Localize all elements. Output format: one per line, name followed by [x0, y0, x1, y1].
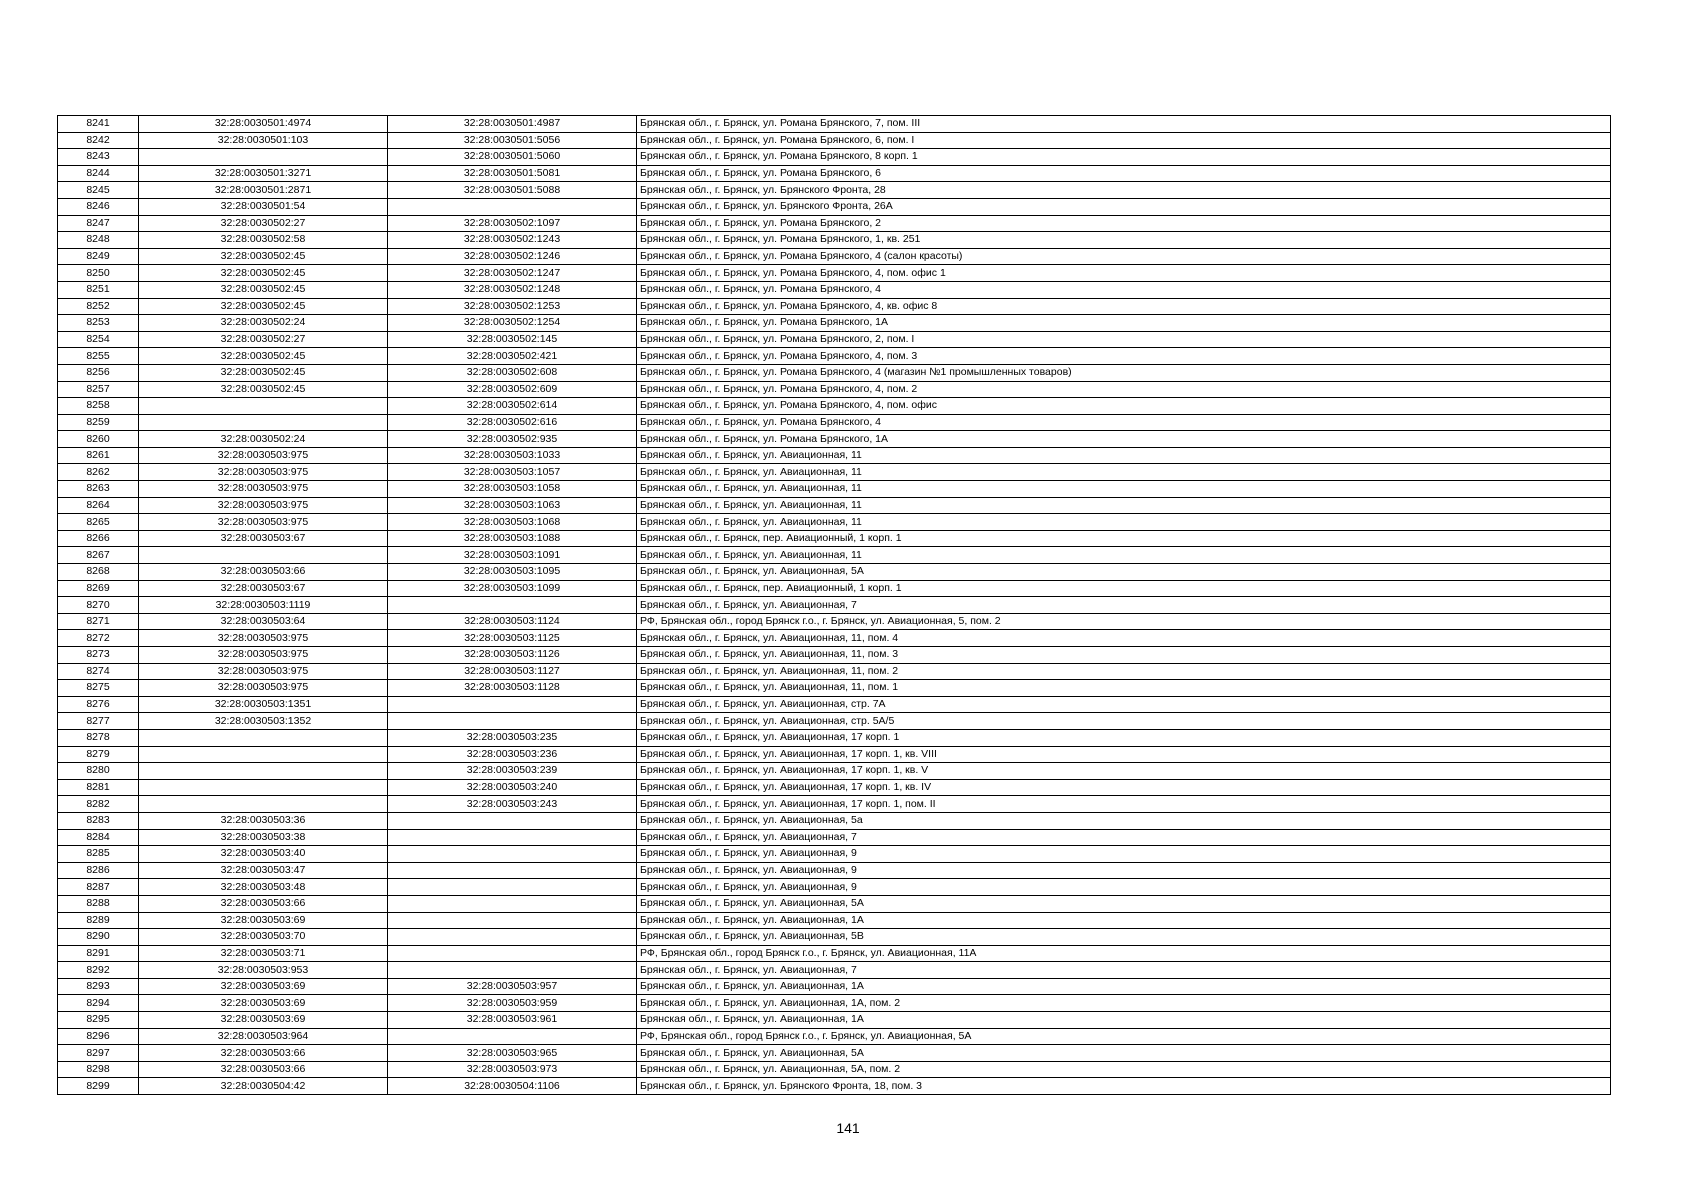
- address-cell: Брянская обл., г. Брянск, ул. Авиационная, 1А: [637, 1012, 1611, 1029]
- row-number-cell: 8285: [58, 846, 139, 863]
- cadastral-number-cell: 32:28:0030501:2871: [139, 182, 388, 199]
- object-cadastral-number-cell: 32:28:0030504:1106: [388, 1078, 637, 1095]
- table-row: [58, 729, 1611, 746]
- address-cell: Брянская обл., г. Брянск, ул. Авиационная, 11, пом. 3: [637, 647, 1611, 664]
- row-number-cell: 8281: [58, 779, 139, 796]
- cadastral-number-cell: 32:28:0030502:45: [139, 265, 388, 282]
- table-row: [58, 580, 1611, 597]
- cadastral-number-cell: 32:28:0030503:975: [139, 497, 388, 514]
- cadastral-number-cell: 32:28:0030503:69: [139, 995, 388, 1012]
- address-cell: Брянская обл., г. Брянск, ул. Брянского Фронта, 18, пом. 3: [637, 1078, 1611, 1095]
- cadastral-number-cell: 32:28:0030503:67: [139, 530, 388, 547]
- row-number-cell: 8266: [58, 530, 139, 547]
- address-cell: Брянская обл., г. Брянск, ул. Авиационная, 17 корп. 1, кв. IV: [637, 779, 1611, 796]
- row-number-cell: 8258: [58, 398, 139, 415]
- address-cell: Брянская обл., г. Брянск, ул. Авиационная, 11, пом. 4: [637, 630, 1611, 647]
- row-number-cell: 8292: [58, 962, 139, 979]
- row-number-cell: 8294: [58, 995, 139, 1012]
- object-cadastral-number-cell: [388, 198, 637, 215]
- cadastral-number-cell: 32:28:0030502:27: [139, 215, 388, 232]
- address-cell: Брянская обл., г. Брянск, ул. Авиационная, 5А: [637, 1045, 1611, 1062]
- object-cadastral-number-cell: [388, 829, 637, 846]
- object-cadastral-number-cell: 32:28:0030501:5056: [388, 132, 637, 149]
- row-number-cell: 8252: [58, 298, 139, 315]
- table-row: [58, 647, 1611, 664]
- table-row: [58, 895, 1611, 912]
- table-row: [58, 564, 1611, 581]
- address-cell: Брянская обл., г. Брянск, ул. Авиационная, 5В: [637, 929, 1611, 946]
- row-number-cell: 8272: [58, 630, 139, 647]
- address-cell: Брянская обл., г. Брянск, ул. Авиационная, 7: [637, 829, 1611, 846]
- cadastral-number-cell: 32:28:0030503:48: [139, 879, 388, 896]
- address-cell: Брянская обл., г. Брянск, ул. Авиационная, 5А: [637, 895, 1611, 912]
- object-cadastral-number-cell: 32:28:0030501:4987: [388, 116, 637, 133]
- row-number-cell: 8282: [58, 796, 139, 813]
- address-cell: Брянская обл., г. Брянск, ул. Авиационная, 11: [637, 514, 1611, 531]
- object-cadastral-number-cell: 32:28:0030502:1243: [388, 232, 637, 249]
- table-row: [58, 1078, 1611, 1095]
- cadastral-number-cell: 32:28:0030502:45: [139, 348, 388, 365]
- table-row: [58, 464, 1611, 481]
- table-row: [58, 232, 1611, 249]
- cadastral-number-cell: [139, 746, 388, 763]
- row-number-cell: 8273: [58, 647, 139, 664]
- table-row: [58, 746, 1611, 763]
- row-number-cell: 8288: [58, 895, 139, 912]
- address-cell: Брянская обл., г. Брянск, ул. Авиационная, 17 корп. 1: [637, 729, 1611, 746]
- address-cell: Брянская обл., г. Брянск, ул. Брянского Фронта, 28: [637, 182, 1611, 199]
- row-number-cell: 8250: [58, 265, 139, 282]
- cadastral-number-cell: 32:28:0030503:66: [139, 1045, 388, 1062]
- table-row: [58, 680, 1611, 697]
- cadastral-number-cell: 32:28:0030501:4974: [139, 116, 388, 133]
- object-cadastral-number-cell: [388, 929, 637, 946]
- cadastral-number-cell: 32:28:0030503:67: [139, 580, 388, 597]
- row-number-cell: 8279: [58, 746, 139, 763]
- table-row: [58, 929, 1611, 946]
- table-row: [58, 497, 1611, 514]
- row-number-cell: 8256: [58, 364, 139, 381]
- object-cadastral-number-cell: 32:28:0030503:239: [388, 763, 637, 780]
- object-cadastral-number-cell: 32:28:0030503:235: [388, 729, 637, 746]
- table-row: [58, 879, 1611, 896]
- address-cell: Брянская обл., г. Брянск, ул. Авиационная, 5А, пом. 2: [637, 1061, 1611, 1078]
- cadastral-number-cell: [139, 414, 388, 431]
- row-number-cell: 8248: [58, 232, 139, 249]
- address-cell: Брянская обл., г. Брянск, ул. Авиационная, 5а: [637, 812, 1611, 829]
- object-cadastral-number-cell: 32:28:0030502:614: [388, 398, 637, 415]
- address-cell: РФ, Брянская обл., город Брянск г.о., г. Брянск, ул. Авиационная, 11А: [637, 945, 1611, 962]
- object-cadastral-number-cell: 32:28:0030503:1099: [388, 580, 637, 597]
- row-number-cell: 8277: [58, 713, 139, 730]
- cadastral-number-cell: [139, 398, 388, 415]
- address-cell: Брянская обл., г. Брянск, ул. Романа Брянского, 4: [637, 281, 1611, 298]
- table-row: [58, 198, 1611, 215]
- page-number: 141: [836, 1120, 860, 1136]
- cadastral-number-cell: 32:28:0030503:975: [139, 647, 388, 664]
- cadastral-number-cell: 32:28:0030503:69: [139, 978, 388, 995]
- address-cell: Брянская обл., г. Брянск, ул. Авиационная, 1А: [637, 912, 1611, 929]
- cadastral-number-cell: 32:28:0030503:975: [139, 630, 388, 647]
- table-row: [58, 995, 1611, 1012]
- address-cell: Брянская обл., г. Брянск, ул. Романа Брянского, 6: [637, 165, 1611, 182]
- cadastral-number-cell: 32:28:0030503:975: [139, 680, 388, 697]
- row-number-cell: 8260: [58, 431, 139, 448]
- cadastral-number-cell: 32:28:0030503:975: [139, 464, 388, 481]
- object-cadastral-number-cell: 32:28:0030503:959: [388, 995, 637, 1012]
- address-cell: РФ, Брянская обл., город Брянск г.о., г. Брянск, ул. Авиационная, 5А: [637, 1028, 1611, 1045]
- row-number-cell: 8274: [58, 663, 139, 680]
- row-number-cell: 8299: [58, 1078, 139, 1095]
- table-row: [58, 248, 1611, 265]
- address-cell: Брянская обл., г. Брянск, ул. Авиационная, 11, пом. 1: [637, 680, 1611, 697]
- table-row: [58, 812, 1611, 829]
- object-cadastral-number-cell: 32:28:0030502:609: [388, 381, 637, 398]
- object-cadastral-number-cell: [388, 1028, 637, 1045]
- object-cadastral-number-cell: 32:28:0030503:965: [388, 1045, 637, 1062]
- address-cell: Брянская обл., г. Брянск, ул. Романа Брянского, 2, пом. I: [637, 331, 1611, 348]
- table-row: [58, 165, 1611, 182]
- address-cell: Брянская обл., г. Брянск, ул. Романа Брянского, 4: [637, 414, 1611, 431]
- row-number-cell: 8263: [58, 481, 139, 498]
- object-cadastral-number-cell: 32:28:0030503:1124: [388, 613, 637, 630]
- object-cadastral-number-cell: 32:28:0030503:957: [388, 978, 637, 995]
- object-cadastral-number-cell: [388, 713, 637, 730]
- row-number-cell: 8259: [58, 414, 139, 431]
- row-number-cell: 8291: [58, 945, 139, 962]
- object-cadastral-number-cell: [388, 812, 637, 829]
- cadastral-number-cell: 32:28:0030502:45: [139, 364, 388, 381]
- cadastral-number-cell: [139, 729, 388, 746]
- table-row: [58, 779, 1611, 796]
- table-row: [58, 1045, 1611, 1062]
- row-number-cell: 8261: [58, 447, 139, 464]
- row-number-cell: 8255: [58, 348, 139, 365]
- object-cadastral-number-cell: [388, 597, 637, 614]
- cadastral-number-cell: 32:28:0030503:70: [139, 929, 388, 946]
- cadastral-number-cell: 32:28:0030503:1351: [139, 696, 388, 713]
- address-cell: Брянская обл., г. Брянск, ул. Авиационная, 11: [637, 547, 1611, 564]
- property-table: [57, 115, 1611, 1095]
- row-number-cell: 8244: [58, 165, 139, 182]
- cadastral-number-cell: 32:28:0030502:58: [139, 232, 388, 249]
- row-number-cell: 8278: [58, 729, 139, 746]
- object-cadastral-number-cell: 32:28:0030503:1126: [388, 647, 637, 664]
- address-cell: Брянская обл., г. Брянск, ул. Авиационная, 17 корп. 1, кв. V: [637, 763, 1611, 780]
- table-row: [58, 978, 1611, 995]
- address-cell: Брянская обл., г. Брянск, ул. Авиационная, стр. 7А: [637, 696, 1611, 713]
- row-number-cell: 8264: [58, 497, 139, 514]
- table-row: [58, 381, 1611, 398]
- row-number-cell: 8283: [58, 812, 139, 829]
- table-row: [58, 331, 1611, 348]
- table-row: [58, 945, 1611, 962]
- table-row: [58, 481, 1611, 498]
- address-cell: Брянская обл., г. Брянск, ул. Романа Брянского, 4 (салон красоты): [637, 248, 1611, 265]
- row-number-cell: 8287: [58, 879, 139, 896]
- row-number-cell: 8284: [58, 829, 139, 846]
- cadastral-number-cell: 32:28:0030503:69: [139, 1012, 388, 1029]
- address-cell: Брянская обл., г. Брянск, ул. Авиационная, 9: [637, 879, 1611, 896]
- cadastral-number-cell: 32:28:0030503:38: [139, 829, 388, 846]
- object-cadastral-number-cell: 32:28:0030503:1033: [388, 447, 637, 464]
- cadastral-number-cell: [139, 796, 388, 813]
- cadastral-number-cell: 32:28:0030502:45: [139, 281, 388, 298]
- table-row: [58, 315, 1611, 332]
- cadastral-number-cell: 32:28:0030503:964: [139, 1028, 388, 1045]
- cadastral-number-cell: 32:28:0030503:1352: [139, 713, 388, 730]
- cadastral-number-cell: 32:28:0030502:24: [139, 431, 388, 448]
- address-cell: Брянская обл., г. Брянск, ул. Авиационная, 1А, пом. 2: [637, 995, 1611, 1012]
- row-number-cell: 8275: [58, 680, 139, 697]
- object-cadastral-number-cell: 32:28:0030502:1248: [388, 281, 637, 298]
- object-cadastral-number-cell: 32:28:0030503:243: [388, 796, 637, 813]
- object-cadastral-number-cell: 32:28:0030502:1253: [388, 298, 637, 315]
- object-cadastral-number-cell: 32:28:0030503:1063: [388, 497, 637, 514]
- address-cell: Брянская обл., г. Брянск, пер. Авиационный, 1 корп. 1: [637, 530, 1611, 547]
- address-cell: Брянская обл., г. Брянск, ул. Авиационная, 7: [637, 962, 1611, 979]
- address-cell: Брянская обл., г. Брянск, ул. Романа Брянского, 4, пом. офис 1: [637, 265, 1611, 282]
- row-number-cell: 8243: [58, 149, 139, 166]
- row-number-cell: 8257: [58, 381, 139, 398]
- cadastral-number-cell: 32:28:0030502:45: [139, 248, 388, 265]
- object-cadastral-number-cell: 32:28:0030503:1068: [388, 514, 637, 531]
- cadastral-number-cell: 32:28:0030503:66: [139, 895, 388, 912]
- address-cell: Брянская обл., г. Брянск, ул. Авиационная, 17 корп. 1, пом. II: [637, 796, 1611, 813]
- object-cadastral-number-cell: 32:28:0030502:421: [388, 348, 637, 365]
- table-row: [58, 829, 1611, 846]
- table-row: [58, 696, 1611, 713]
- table-row: [58, 149, 1611, 166]
- cadastral-number-cell: 32:28:0030503:47: [139, 862, 388, 879]
- cadastral-number-cell: 32:28:0030503:71: [139, 945, 388, 962]
- object-cadastral-number-cell: 32:28:0030503:1125: [388, 630, 637, 647]
- address-cell: Брянская обл., г. Брянск, ул. Романа Брянского, 4, пом. 2: [637, 381, 1611, 398]
- cadastral-number-cell: 32:28:0030503:975: [139, 514, 388, 531]
- cadastral-number-cell: [139, 763, 388, 780]
- cadastral-number-cell: [139, 149, 388, 166]
- address-cell: Брянская обл., г. Брянск, ул. Авиационная, 9: [637, 862, 1611, 879]
- table-row: [58, 962, 1611, 979]
- row-number-cell: 8293: [58, 978, 139, 995]
- object-cadastral-number-cell: [388, 945, 637, 962]
- row-number-cell: 8253: [58, 315, 139, 332]
- address-cell: РФ, Брянская обл., город Брянск г.о., г. Брянск, ул. Авиационная, 5, пом. 2: [637, 613, 1611, 630]
- table-row: [58, 663, 1611, 680]
- address-cell: Брянская обл., г. Брянск, ул. Романа Брянского, 4 (магазин №1 промышленных товаров): [637, 364, 1611, 381]
- object-cadastral-number-cell: 32:28:0030503:236: [388, 746, 637, 763]
- row-number-cell: 8271: [58, 613, 139, 630]
- address-cell: Брянская обл., г. Брянск, ул. Романа Брянского, 4, кв. офис 8: [637, 298, 1611, 315]
- cadastral-number-cell: 32:28:0030502:45: [139, 381, 388, 398]
- row-number-cell: 8247: [58, 215, 139, 232]
- table-row: [58, 547, 1611, 564]
- cadastral-number-cell: 32:28:0030503:36: [139, 812, 388, 829]
- table-row: [58, 796, 1611, 813]
- table-row: [58, 265, 1611, 282]
- cadastral-number-cell: 32:28:0030501:3271: [139, 165, 388, 182]
- row-number-cell: 8251: [58, 281, 139, 298]
- object-cadastral-number-cell: 32:28:0030503:1127: [388, 663, 637, 680]
- table-row: [58, 862, 1611, 879]
- address-cell: Брянская обл., г. Брянск, ул. Брянского Фронта, 26А: [637, 198, 1611, 215]
- cadastral-number-cell: 32:28:0030501:103: [139, 132, 388, 149]
- address-cell: Брянская обл., г. Брянск, ул. Авиационная, 5А: [637, 564, 1611, 581]
- object-cadastral-number-cell: 32:28:0030503:1058: [388, 481, 637, 498]
- object-cadastral-number-cell: 32:28:0030503:240: [388, 779, 637, 796]
- row-number-cell: 8297: [58, 1045, 139, 1062]
- address-cell: Брянская обл., г. Брянск, ул. Авиационная, 11: [637, 497, 1611, 514]
- address-cell: Брянская обл., г. Брянск, ул. Авиационная, 11: [637, 464, 1611, 481]
- address-cell: Брянская обл., г. Брянск, ул. Авиационная, 11: [637, 481, 1611, 498]
- object-cadastral-number-cell: 32:28:0030502:1254: [388, 315, 637, 332]
- address-cell: Брянская обл., г. Брянск, ул. Романа Брянского, 2: [637, 215, 1611, 232]
- table-row: [58, 514, 1611, 531]
- object-cadastral-number-cell: 32:28:0030502:608: [388, 364, 637, 381]
- object-cadastral-number-cell: 32:28:0030502:1247: [388, 265, 637, 282]
- table-row: [58, 431, 1611, 448]
- table-row: [58, 414, 1611, 431]
- row-number-cell: 8276: [58, 696, 139, 713]
- address-cell: Брянская обл., г. Брянск, ул. Романа Брянского, 1А: [637, 315, 1611, 332]
- row-number-cell: 8265: [58, 514, 139, 531]
- row-number-cell: 8268: [58, 564, 139, 581]
- table-row: [58, 447, 1611, 464]
- cadastral-number-cell: 32:28:0030503:69: [139, 912, 388, 929]
- row-number-cell: 8262: [58, 464, 139, 481]
- cadastral-number-cell: 32:28:0030501:54: [139, 198, 388, 215]
- address-cell: Брянская обл., г. Брянск, ул. Романа Брянского, 8 корп. 1: [637, 149, 1611, 166]
- address-cell: Брянская обл., г. Брянск, ул. Романа Брянского, 4, пом. офис: [637, 398, 1611, 415]
- table-row: [58, 215, 1611, 232]
- row-number-cell: 8267: [58, 547, 139, 564]
- table-row: [58, 281, 1611, 298]
- table-row: [58, 597, 1611, 614]
- row-number-cell: 8242: [58, 132, 139, 149]
- object-cadastral-number-cell: [388, 846, 637, 863]
- address-cell: Брянская обл., г. Брянск, ул. Романа Брянского, 6, пом. I: [637, 132, 1611, 149]
- object-cadastral-number-cell: 32:28:0030503:1088: [388, 530, 637, 547]
- row-number-cell: 8296: [58, 1028, 139, 1045]
- address-cell: Брянская обл., г. Брянск, ул. Романа Брянского, 4, пом. 3: [637, 348, 1611, 365]
- cadastral-number-cell: 32:28:0030504:42: [139, 1078, 388, 1095]
- object-cadastral-number-cell: [388, 696, 637, 713]
- cadastral-number-cell: 32:28:0030502:45: [139, 298, 388, 315]
- cadastral-number-cell: [139, 779, 388, 796]
- row-number-cell: 8249: [58, 248, 139, 265]
- table-row: [58, 398, 1611, 415]
- table-row: [58, 132, 1611, 149]
- row-number-cell: 8295: [58, 1012, 139, 1029]
- table-row: [58, 182, 1611, 199]
- table-row: [58, 912, 1611, 929]
- address-cell: Брянская обл., г. Брянск, пер. Авиационный, 1 корп. 1: [637, 580, 1611, 597]
- table-row: [58, 530, 1611, 547]
- object-cadastral-number-cell: 32:28:0030503:1057: [388, 464, 637, 481]
- table-row: [58, 116, 1611, 133]
- cadastral-number-cell: 32:28:0030503:975: [139, 447, 388, 464]
- table-row: [58, 1061, 1611, 1078]
- cadastral-number-cell: 32:28:0030503:953: [139, 962, 388, 979]
- object-cadastral-number-cell: 32:28:0030502:145: [388, 331, 637, 348]
- object-cadastral-number-cell: 32:28:0030503:1091: [388, 547, 637, 564]
- object-cadastral-number-cell: 32:28:0030503:1128: [388, 680, 637, 697]
- cadastral-number-cell: 32:28:0030503:40: [139, 846, 388, 863]
- object-cadastral-number-cell: 32:28:0030502:616: [388, 414, 637, 431]
- row-number-cell: 8245: [58, 182, 139, 199]
- object-cadastral-number-cell: [388, 879, 637, 896]
- row-number-cell: 8270: [58, 597, 139, 614]
- table-row: [58, 298, 1611, 315]
- address-cell: Брянская обл., г. Брянск, ул. Романа Брянского, 1, кв. 251: [637, 232, 1611, 249]
- address-cell: Брянская обл., г. Брянск, ул. Авиационная, 11, пом. 2: [637, 663, 1611, 680]
- cadastral-number-cell: 32:28:0030502:27: [139, 331, 388, 348]
- row-number-cell: 8289: [58, 912, 139, 929]
- row-number-cell: 8290: [58, 929, 139, 946]
- cadastral-number-cell: 32:28:0030502:24: [139, 315, 388, 332]
- address-cell: Брянская обл., г. Брянск, ул. Авиационная, 7: [637, 597, 1611, 614]
- table-row: [58, 713, 1611, 730]
- object-cadastral-number-cell: [388, 912, 637, 929]
- address-cell: Брянская обл., г. Брянск, ул. Авиационная, стр. 5А/5: [637, 713, 1611, 730]
- address-cell: Брянская обл., г. Брянск, ул. Романа Брянского, 7, пом. III: [637, 116, 1611, 133]
- table-row: [58, 613, 1611, 630]
- object-cadastral-number-cell: [388, 962, 637, 979]
- row-number-cell: 8286: [58, 862, 139, 879]
- object-cadastral-number-cell: [388, 895, 637, 912]
- table-body: [58, 116, 1611, 1095]
- row-number-cell: 8298: [58, 1061, 139, 1078]
- object-cadastral-number-cell: 32:28:0030503:973: [388, 1061, 637, 1078]
- object-cadastral-number-cell: 32:28:0030502:935: [388, 431, 637, 448]
- row-number-cell: 8254: [58, 331, 139, 348]
- object-cadastral-number-cell: [388, 862, 637, 879]
- object-cadastral-number-cell: 32:28:0030502:1246: [388, 248, 637, 265]
- cadastral-number-cell: 32:28:0030503:66: [139, 564, 388, 581]
- address-cell: Брянская обл., г. Брянск, ул. Авиационная, 1А: [637, 978, 1611, 995]
- address-cell: Брянская обл., г. Брянск, ул. Романа Брянского, 1А: [637, 431, 1611, 448]
- table-row: [58, 1028, 1611, 1045]
- cadastral-number-cell: 32:28:0030503:66: [139, 1061, 388, 1078]
- cadastral-number-cell: 32:28:0030503:64: [139, 613, 388, 630]
- object-cadastral-number-cell: 32:28:0030502:1097: [388, 215, 637, 232]
- object-cadastral-number-cell: 32:28:0030501:5081: [388, 165, 637, 182]
- address-cell: Брянская обл., г. Брянск, ул. Авиационная, 9: [637, 846, 1611, 863]
- object-cadastral-number-cell: 32:28:0030501:5088: [388, 182, 637, 199]
- table-row: [58, 1012, 1611, 1029]
- table-row: [58, 763, 1611, 780]
- table-row: [58, 630, 1611, 647]
- row-number-cell: 8280: [58, 763, 139, 780]
- cadastral-number-cell: 32:28:0030503:1119: [139, 597, 388, 614]
- row-number-cell: 8269: [58, 580, 139, 597]
- cadastral-number-cell: 32:28:0030503:975: [139, 481, 388, 498]
- cadastral-number-cell: 32:28:0030503:975: [139, 663, 388, 680]
- object-cadastral-number-cell: 32:28:0030503:961: [388, 1012, 637, 1029]
- table-row: [58, 846, 1611, 863]
- table-row: [58, 364, 1611, 381]
- row-number-cell: 8246: [58, 198, 139, 215]
- address-cell: Брянская обл., г. Брянск, ул. Авиационная, 17 корп. 1, кв. VIII: [637, 746, 1611, 763]
- cadastral-number-cell: [139, 547, 388, 564]
- object-cadastral-number-cell: 32:28:0030501:5060: [388, 149, 637, 166]
- address-cell: Брянская обл., г. Брянск, ул. Авиационная, 11: [637, 447, 1611, 464]
- object-cadastral-number-cell: 32:28:0030503:1095: [388, 564, 637, 581]
- table-row: [58, 348, 1611, 365]
- row-number-cell: 8241: [58, 116, 139, 133]
